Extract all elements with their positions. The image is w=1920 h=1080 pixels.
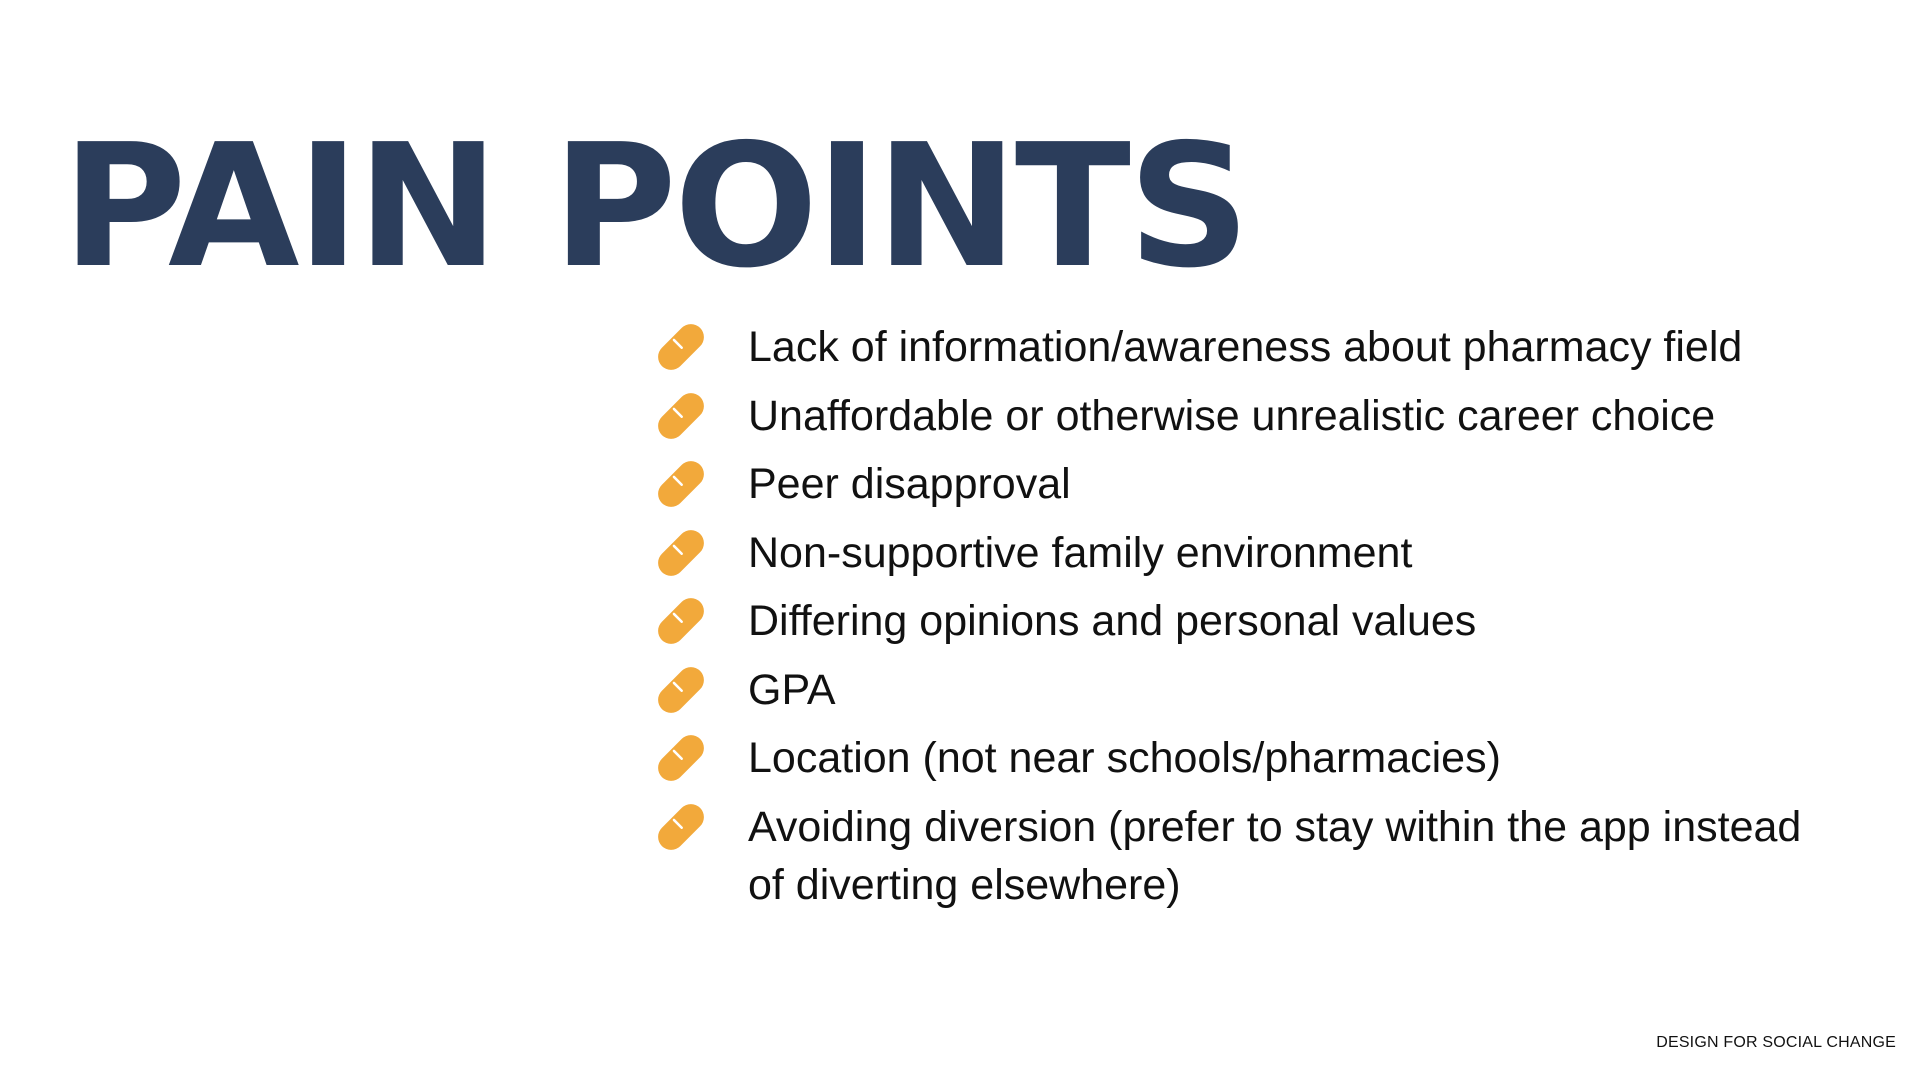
list-item-text: GPA [748, 665, 836, 714]
list-item [652, 387, 1842, 445]
list-item-text: Lack of information/awareness about pharmacy field [748, 323, 1743, 371]
list-item [652, 455, 1842, 513]
footer-label: DESIGN FOR SOCIAL CHANGE [1656, 1034, 1896, 1051]
pill-icon [652, 661, 710, 719]
pain-points-list [652, 318, 1842, 924]
list-item [652, 661, 1842, 719]
pill-icon [652, 455, 710, 513]
list-item-text: Peer disapproval [748, 460, 1071, 508]
list-item [652, 798, 1842, 914]
list-item-text: Non-supportive family environment [748, 528, 1413, 577]
slide-title: PAIN POINTS [62, 108, 1248, 306]
list-item [652, 592, 1842, 650]
pill-icon [652, 729, 710, 787]
pill-icon [652, 592, 710, 650]
pill-icon [652, 318, 710, 376]
list-item-text: Avoiding diversion (prefer to stay within the app instead of diverting elsewhere) [748, 802, 1802, 909]
list-item-text: Differing opinions and personal values [748, 597, 1477, 645]
list-item [652, 524, 1842, 582]
pill-icon [652, 524, 710, 582]
pill-icon [652, 798, 710, 856]
pill-icon [652, 387, 710, 445]
list-item-text: Unaffordable or otherwise unrealistic career choice [748, 391, 1716, 440]
list-item [652, 318, 1842, 376]
list-item [652, 729, 1842, 787]
list-item-text: Location (not near schools/pharmacies) [748, 734, 1501, 782]
